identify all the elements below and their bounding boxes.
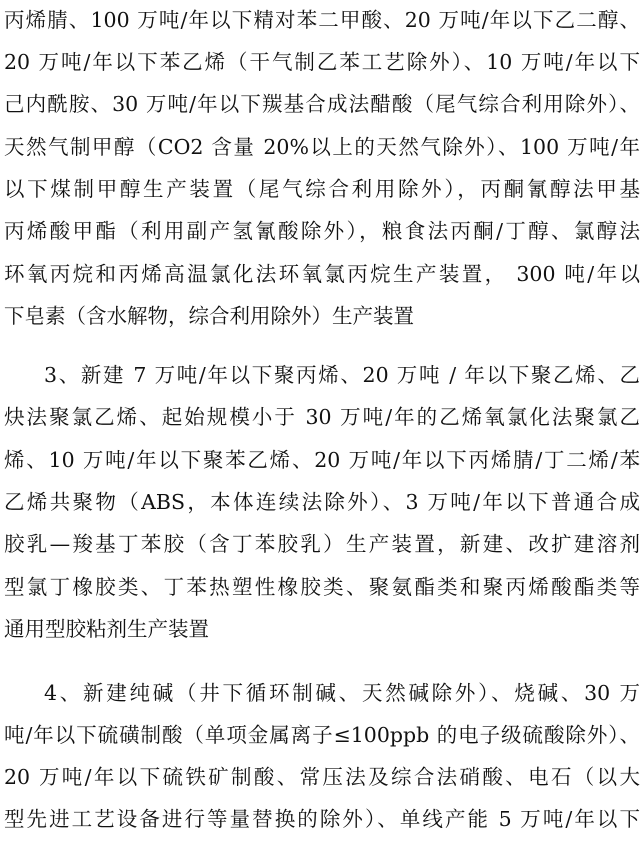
paragraph-1-line-4: 天然气制甲醇（CO2 含量 20%以上的天然气除外）、100 万吨/年 <box>4 135 640 159</box>
paragraph-2-line-5: 胶乳—羧基丁苯胶（含丁苯胶乳）生产装置，新建、改扩建溶剂 <box>4 532 640 556</box>
paragraph-1-line-7: 环氧丙烷和丙烯高温氯化法环氧氯丙烷生产装置， 300 吨/年以 <box>4 262 640 286</box>
paragraph-2-line-3: 烯、10 万吨/年以下聚苯乙烯、20 万吨/年以下丙烯腈/丁二烯/苯 <box>4 448 640 472</box>
paragraph-3-line-4: 型先进工艺设备进行等量替换的除外）、单线产能 5 万吨/年以下 <box>4 807 640 831</box>
paragraph-2-line-6: 型氯丁橡胶类、丁苯热塑性橡胶类、聚氨酯类和聚丙烯酸酯类等 <box>4 575 640 599</box>
paragraph-1-line-1: 丙烯腈、100 万吨/年以下精对苯二甲酸、20 万吨/年以下乙二醇、 <box>4 8 640 32</box>
paragraph-3-line-1: 4、新建纯碱（井下循环制碱、天然碱除外）、烧碱、30 万 <box>44 681 640 705</box>
paragraph-2-line-2: 炔法聚氯乙烯、起始规模小于 30 万吨/年的乙烯氧氯化法聚氯乙 <box>4 405 640 429</box>
paragraph-1-line-3: 己内酰胺、30 万吨/年以下羰基合成法醋酸（尾气综合利用除外）、 <box>4 92 640 116</box>
paragraph-2-line-4: 乙烯共聚物（ABS，本体连续法除外）、3 万吨/年以下普通合成 <box>4 490 640 514</box>
paragraph-3-line-2: 吨/年以下硫磺制酸（单项金属离子≤100ppb 的电子级硫酸除外）、 <box>4 723 640 747</box>
paragraph-3-line-3: 20 万吨/年以下硫铁矿制酸、常压法及综合法硝酸、电石（以大 <box>4 765 640 789</box>
paragraph-1-line-8: 下皂素（含水解物，综合利用除外）生产装置 <box>4 304 414 328</box>
paragraph-2-line-7: 通用型胶粘剂生产装置 <box>4 617 209 641</box>
paragraph-1-line-6: 丙烯酸甲酯（利用副产氢氰酸除外），粮食法丙酮/丁醇、氯醇法 <box>4 219 640 243</box>
paragraph-2-line-1: 3、新建 7 万吨/年以下聚丙烯、20 万吨 / 年以下聚乙烯、乙 <box>44 363 640 387</box>
paragraph-1-line-2: 20 万吨/年以下苯乙烯（干气制乙苯工艺除外）、10 万吨/年以下 <box>4 50 640 74</box>
paragraph-1-line-5: 以下煤制甲醇生产装置（尾气综合利用除外），丙酮氰醇法甲基 <box>4 177 640 201</box>
